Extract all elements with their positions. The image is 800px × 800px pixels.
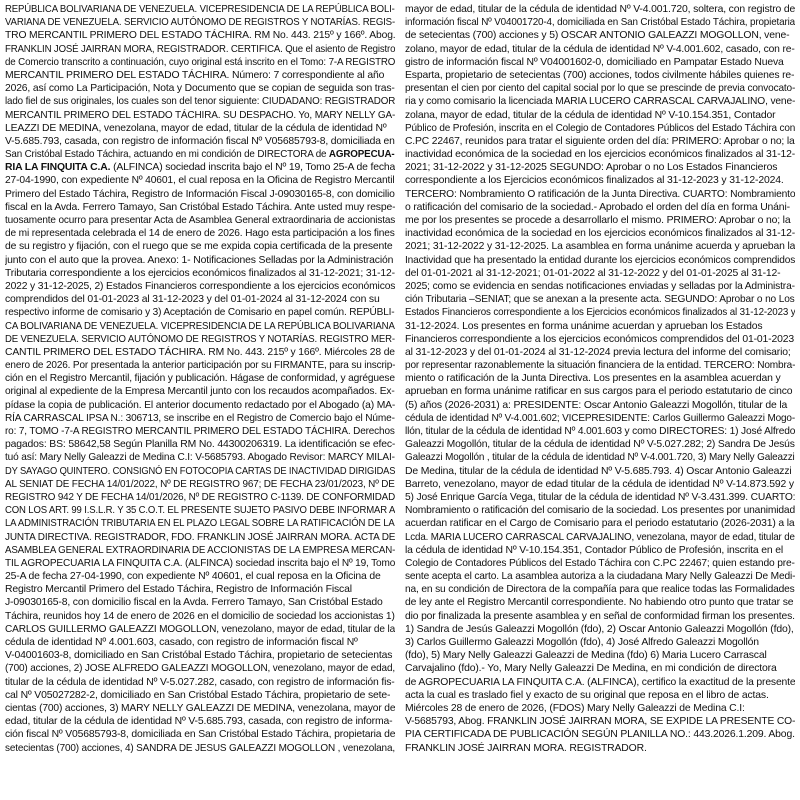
text-line: gistro de información fiscal Nº V04001602-0, domiciliado en Pampatar Estado Nueva xyxy=(405,56,784,68)
text-line: 27-04-1990, con expediente Nº 40601, el cual reposa en la Oficina de Registro Mercantil xyxy=(5,175,395,187)
text-line: de su registro y fijación, con el ruego que se me expida copia certificada de la presente xyxy=(5,241,393,253)
text-line: información fiscal Nº V04001720-4, domiciliada en San Cristóbal Estado Táchira, propietaria xyxy=(405,17,795,29)
text-line: tuosamente ocurro para presentar Acta de Asamblea General extraordinaria de accionistas xyxy=(5,215,395,226)
text-line: Primero del Estado Táchira, Registro de Información Fiscal J-09030165-8, con domicilio xyxy=(5,188,395,200)
text-line: de AGROPECUARIA LA FINQUITA C.A. (ALFINCA), certifico la exactitud de la presente xyxy=(405,676,795,688)
text-line: Galeazzi Mogollón, titular de la cédula de identidad Nº V-5.027.282; 2) Sandra De Jesús xyxy=(405,439,795,451)
text-line: 25-A de fecha 27-04-1990, con expediente Nº 40601, el cual reposa en la Oficina de xyxy=(5,571,381,583)
text-line: 1) Sandra de Jesús Galeazzi Mogollón (fdo), 2) Oscar Antonio Galeazzi Mogollón (fdo), xyxy=(405,623,794,635)
text-line: (fdo), 5) Mary Nelly Galeazzi Galeazzi de Medina (fdo) 6) Maria Lucero Carrascal xyxy=(405,650,767,662)
text-line: V-5685793, Abog. FRANKLIN JOSÉ JAIRRAN MORA, SE EXPIDE LA PRESENTE CO- xyxy=(405,716,795,728)
text-line: 2021; 31-12-2022 y 31-12-2025 SEGUNDO: Aprobar o no Los Estados Financieros xyxy=(405,162,778,174)
text-line: Nombramiento o ratificación del comisario de la sociedad. Los presentes por unanimidad xyxy=(405,505,795,517)
company-name-emphasis: RIA LA FINQUITA C.A. xyxy=(5,162,111,174)
text-line: inactividad económica de la sociedad en los ejercicios económicos finalizados al 31-12- xyxy=(405,228,795,240)
text-line: 3) Carlos Guillermo Galeazzi Mogollón (fdo), 4) José Alfredo Galeazzi Mogollón xyxy=(405,637,759,648)
text-line: llón, titular de la cédula de identidad Nº 4.001.603 y como DIRECTORES: 1) José Alfredo xyxy=(405,426,795,437)
text-line: JUNTA DIRECTIVA. REGISTRADOR, FDO. FRANKLIN JOSÉ JAIRRAN MORA. ACTA DE xyxy=(5,531,395,543)
text-line: Estados Financieros correspondiente a los Ejercicios económicos finalizados al 31-12-2023 y xyxy=(405,307,795,319)
text-line: respectivo informe de comisario y 3) Aceptación de Comisario en papel común. REPÚBLI- xyxy=(5,307,395,319)
text-line: RÍA CARRASCAL IPSA N.: 306713, se inscribe en el Registro de Comercio bajo el Núme- xyxy=(5,412,395,424)
text-line: REPÚBLICA BOLIVARIANA DE VENEZUELA. VICEPRESIDENCIA DE LA REPÚBLICA BOLI- xyxy=(5,4,395,15)
company-name-emphasis: AGROPECUA- xyxy=(328,149,395,161)
text-line: zolano, mayor de edad, titular de la cédula de identidad Nº V-4.001.602, casado, con re- xyxy=(405,43,795,55)
text-line: acta la cual es traslado fiel y exacto de su original que reposa en el libro de actas. xyxy=(405,689,769,701)
text-line: Esparta, propietario de setecientas (700) acciones, todos civilmente hábiles quienes re- xyxy=(405,69,795,81)
text-line: Tributaria correspondiente a los ejercicios económicos finalizados al 31-12-2021; 31-12- xyxy=(5,267,395,279)
text-line: Registro Mercantil Primero del Estado Táchira, Registro de Información Fiscal xyxy=(5,584,352,596)
text-line: sente acepta el carto. La asamblea autoriza a la ciudadana Mary Nelly Galeazzi De Medi- xyxy=(405,571,795,583)
text-line: ción fiscal Nº V05685793-8, domiciliada en San Cristóbal Estado Táchira, propietaria de xyxy=(5,729,395,741)
text-line: enero de 2026. Por presentada la anterior participación por su FIRMANTE, para su inscrip- xyxy=(5,360,395,372)
text-line: acuerdan ratificar en el Cargo de Comisario para el periodo estatutario (2026-2031) a la xyxy=(405,518,795,530)
right-text-column xyxy=(405,3,795,798)
text-line: 31-12-2024. Los presentes en forma unánime acuerdan y aprueban los Estados xyxy=(405,320,763,332)
text-line: edad, titular de la cédula de identidad Nº V-5.685.793, casada, con registro de informa- xyxy=(5,716,393,728)
text-line: Colegio de Contadores Públicos del Estado Táchira con C.PC 22467; quien estando pre- xyxy=(405,557,795,569)
text-line: Carvajalino (fdo).- Yo, Mary Nelly Galeazzi De Medina, en mi condición de directora xyxy=(405,663,777,675)
text-line: 2021; 31-12-2022 y 31-12-2025. La asamblea en forma unánime acuerda y aprueban la xyxy=(405,241,795,253)
text-line: FRANKLIN JOSÉ JAIRRAN MORA. REGISTRADOR. xyxy=(405,742,647,754)
text-line: mayor de edad, titular de la cédula de identidad Nº V-4.001.720, soltera, con registro de xyxy=(405,4,795,15)
text-line: CA BOLIVARIANA DE VENEZUELA. VICEPRESIDENCIA DE LA REPÚBLICA BOLIVARIANA xyxy=(5,320,395,332)
text-line: setecientas (700) acciones, 4) SANDRA DE JESUS GALEAZZI MOGOLLON , venezolana, xyxy=(5,742,395,754)
text-line: cédula de identidad Nº 4.001.603, casado, con registro de información fiscal Nº xyxy=(5,637,358,648)
text-line: MERCANTIL PRIMERO DEL ESTADO TÁCHIRA. Número: 7 correspondiente al año xyxy=(5,69,385,81)
text-line: ASAMBLEA GENERAL EXTRAORDINARIA DE ACCIONISTAS DE LA EMPRESA MERCAN- xyxy=(5,544,395,556)
text-line: Público de Profesión, inscrita en el Colegio de Contadores Públicos del Estado Táchira con xyxy=(405,122,795,134)
text-line: (700) acciones, 2) JOSE ALFREDO GALEAZZI MOGOLLON, venezolano, mayor de edad, xyxy=(5,663,395,675)
text-line: VARIANA DE VENEZUELA. SERVICIO AUTÓNOMO DE REGISTROS Y NOTARÍAS. REGIS- xyxy=(5,17,395,29)
text-line: del 01-01-2021 al 31-12-2021; 01-01-2022 al 31-12-2022 y del 01-01-2025 al 31-12- xyxy=(405,267,781,279)
text-line: pídase la copia de publicación. El anterior documento redactado por el Abogado (a) MA- xyxy=(5,399,395,411)
text-line: la cédula de identidad Nº V-10.154.351, Contador Público de Profesión, inscrita en el xyxy=(405,544,784,556)
text-line: Lcda. MARIA LUCERO CARRASCAL CARVAJALINO, venezolana, mayor de edad, titular de xyxy=(405,531,795,543)
text-line: San Cristóbal Estado Táchira, actuando en mi condición de DIRECTORA de AGROPECUA- xyxy=(5,149,395,161)
text-line: de mi representada celebrada el 14 de enero de 2026. Hago esta participación a los fines xyxy=(5,228,395,240)
text-line: TIL AGROPECUARIA LA FINQUITA C.A. (ALFINCA) sociedad inscrita bajo el Nº 19, Tomo xyxy=(5,557,395,569)
text-line: C.PC 22467, reunidos para tratar el siguiente orden del día: PRIMERO: Aprobar o no; la xyxy=(405,135,795,147)
text-line: Táchira, reunidos hoy 14 de enero de 2026 en el domicilio de sociedad los accionistas 1) xyxy=(5,610,395,622)
text-line: LEAZZI DE MEDINA, venezolana, mayor de edad, titular de la cédula de identidad Nº xyxy=(5,122,387,134)
text-line: 5) José Enrique García Vega, titular de la cédula de identidad Nº V-3.431.399. CUARTO: xyxy=(405,491,795,503)
text-line: ción en el Registro Mercantil, fijación y publicación. Hágase de conformidad, y agréguese xyxy=(5,373,395,385)
text-line: Inactividad que ha presentado la entidad durante los ejercicios económicos comprendidos xyxy=(405,254,795,266)
text-line: RIA LA FINQUITA C.A. (ALFINCA) sociedad inscrita bajo el Nº 19, Tomo 25-A de fecha xyxy=(5,162,395,174)
text-line: de ley ante el Registro Mercantil correspondiente. No habiendo otro punto que tratar se xyxy=(405,597,794,609)
text-line: AL SENIAT DE FECHA 14/01/2022, Nº DE REGISTRO 967; DE FECHA 23/01/2023, Nº DE xyxy=(5,478,395,490)
text-line: inactividad económica de la sociedad en los ejercicios económicos finalizados al 31-12- xyxy=(405,149,795,161)
text-line: de setecientas (700) acciones y 5) OSCAR ANTONIO GALEAZZI MOGOLLON, vene- xyxy=(405,30,790,42)
text-line: o ratificación del comisario de la sociedad.- Aprobado el orden del día en forma Unáni- xyxy=(405,201,790,213)
text-line: lado fiel de sus originales, los cuales son del tenor siguiente: CIUDADANO: REGISTRADOR xyxy=(5,96,395,108)
text-line: correspondiente a los Ejercicios económicos finalizados al 31-12-2023 y 31-12-2024. xyxy=(405,175,784,187)
text-line: pagados: BS: 58642,58 Según Planilla RM No. 44300206319. La identificación se efec- xyxy=(5,439,395,451)
text-line: (5) años (2026-2031) a: PRESIDENTE: Oscar Antonio Galeazzi Mogollón, titular de la xyxy=(405,399,788,411)
text-line: original al expediente de la Empresa Mercantil junto con los recaudos acompañados. Ex- xyxy=(5,386,395,398)
text-line: CANTIL PRIMERO DEL ESTADO TÁCHIRA. RM No. 443. 215º y 166º. Miércoles 28 de xyxy=(5,346,395,358)
text-line: V-04001603-8, domiciliado en San Cristóbal Estado Táchira, propietario de setecientas xyxy=(5,650,393,662)
text-line: de Comercio transcrito a continuación, cuyo original está inscrito en el Tomo: 7-A REGISTRO xyxy=(5,56,395,68)
text-line: MERCANTIL PRIMERO DEL ESTADO TÁCHIRA. SU DESPACHO. Yo, MARY NELLY GA- xyxy=(5,109,395,121)
text-line: Financieros correspondiente a los ejercicios económicos comprendidos del 01-01-2023 xyxy=(405,333,794,345)
text-line: ria y como comisario la licenciada MARIA LUCERO CARRASCAL CARVAJALINO, vene- xyxy=(405,96,795,108)
text-line: V-5.685.793, casada, con registro de información fiscal Nº V05685793-8, domiciliada en xyxy=(5,135,395,147)
text-line: zolana, mayor de edad, titular de la cédula de identidad Nº V-10.154.351, Contador xyxy=(405,109,776,121)
text-line: FRANKLIN JOSÉ JAIRRAN MORA, REGISTRADOR. CERTIFICA. Que el asiento de Registro xyxy=(5,43,395,55)
text-line: PIA CERTIFICADA DE PUBLICACIÓN SEGÚN PLANILLA NO.: 443.2026.1.209. Abog. xyxy=(405,729,795,741)
text-line: LA ADMINISTRACIÓN TRIBUTARIA EN EL PLAZO LEGAL SOBRE LA RATIFICACIÓN DE LA xyxy=(5,518,395,530)
text-line: 2026, así como La Participación, Nota y Documento que se copian de seguida son tras- xyxy=(5,83,395,95)
text-line: cientas (700) acciones, 3) MARY NELLY GALEAZZI DE MEDINA, venezolana, mayor de xyxy=(5,702,395,714)
text-line: CON LOS ART. 99 I.S.L.R. Y 35 C.O.T. EL PRESENTE SUJETO PASIVO DEBE INFORMAR A xyxy=(5,505,395,517)
text-line: aprueban en forma unánime ratificar en sus cargos para el periodo estatutario de cinco xyxy=(405,386,793,398)
text-line: DE VENEZUELA. SERVICIO AUTÓNOMO DE REGISTROS Y NOTARÍAS. REGISTRO MER- xyxy=(5,333,395,345)
text-line: cédula de identidad Nº V-4.001.602; VICEPRESIDENTE: Carlos Guillermo Galeazzi Mogo- xyxy=(405,412,795,424)
text-line: 2022 y 31-12-2025, 2) Estados Financieros correspondiente a los ejercicios económicos xyxy=(5,280,395,292)
text-line: DY SAYAGO QUINTERO. CONSIGNÓ EN FOTOCOPIA CARTAS DE INACTIVIDAD DIRIGIDAS xyxy=(5,465,395,477)
text-line: TERCERO: Nombramiento O ratificación de la Junta Directiva. CUARTO: Nombramiento xyxy=(405,188,795,200)
text-line: titular de la cédula de identidad Nº V-5.027.282, casado, con registro de información fis- xyxy=(5,676,395,688)
left-text-column xyxy=(5,3,395,798)
text-line: ción Tributaria –SENIAT; que se anexan a la presente acta. SEGUNDO: Aprobar o no Los xyxy=(405,294,795,306)
text-line: tuó así: Mary Nelly Galeazzi de Medina C.I: V-5685793. Abogado Revisor: MARCY MILAI- xyxy=(5,452,395,464)
text-line: De Medina, titular de la cédula de identidad Nº V-5.685.793. 4) Oscar Antonio Galeazzi xyxy=(405,465,792,477)
text-line: CARLOS GUILLERMO GALEAZZI MOGOLLON, venezolano, mayor de edad, titular de la xyxy=(5,623,395,635)
text-line: me por los presentes se procede a desarrollarlo el mismo. PRIMERO: Aprobar o no; la xyxy=(405,215,791,226)
text-line: presentan el cien por ciento del capital social por lo que se prescinde de previa convocato- xyxy=(405,83,795,95)
text-line: junto con el auto que la provea. Anexo: 1- Notificaciones Selladas por la Administración xyxy=(5,254,394,266)
text-line: Barreto, venezolano, mayor de edad titular de la cédula de identidad Nº V-14.873.592 y xyxy=(405,478,794,490)
text-line: 2025; como se evidencia en sendas notificaciones enviadas y selladas por la Administra- xyxy=(405,280,795,292)
text-line: TRO MERCANTIL PRIMERO DEL ESTADO TÁCHIRA. RM No. 443. 215º y 166º. Abog. xyxy=(5,30,395,42)
text-line: Galeazzi Mogollón , titular de la cédula de identidad Nº V-4.001.720, 3) Mary Nelly Galeazzi xyxy=(405,452,795,464)
text-line: fiscal en la Avda. Ferrero Tamayo, San Cristóbal Estado Táchira. Ante usted muy respe- xyxy=(5,201,395,213)
text-line: ro: 7, TOMO -7-A REGISTRO MERCANTIL PRIMERO DEL ESTADO TÁCHIRA. Derechos xyxy=(5,426,395,437)
text-line: comprendidos del 01-01-2023 al 31-12-2023 y del 01-01-2024 al 31-12-2024 con su xyxy=(5,294,380,306)
text-line: REGISTRO 942 Y DE FECHA 14/01/2026, Nº DE REGISTRO C-1139. DE CONFORMIDAD xyxy=(5,491,395,503)
text-line: cal Nº V05027282-2, domiciliado en San Cristóbal Estado Táchira, propietario de sete- xyxy=(5,689,391,701)
text-line: J-09030165-8, con domicilio fiscal en la Avda. Ferrero Tamayo, San Cristóbal Estado xyxy=(5,597,383,609)
text-line: dio por finalizada la presente asamblea y en señal de conformidad firman los presentes. xyxy=(405,610,795,622)
text-line: Miércoles 28 de enero de 2026, (FDOS) Mary Nelly Galeazzi de Medina C.I: xyxy=(405,702,745,714)
text-line: al 31-12-2023 y del 01-01-2024 al 31-12-2024 previa lectura del informe del comisario; xyxy=(405,346,791,358)
text-line: por representar razonablemente la situación financiera de la entidad. TERCERO: Nombra- xyxy=(405,360,795,372)
text-line: na, en su condición de Directora de la compañía para que realice todas las Formalidades xyxy=(405,584,795,596)
text-line: miento o ratificación de la Junta Directiva. Los presentes en la asamblea acuerdan y xyxy=(405,373,781,385)
